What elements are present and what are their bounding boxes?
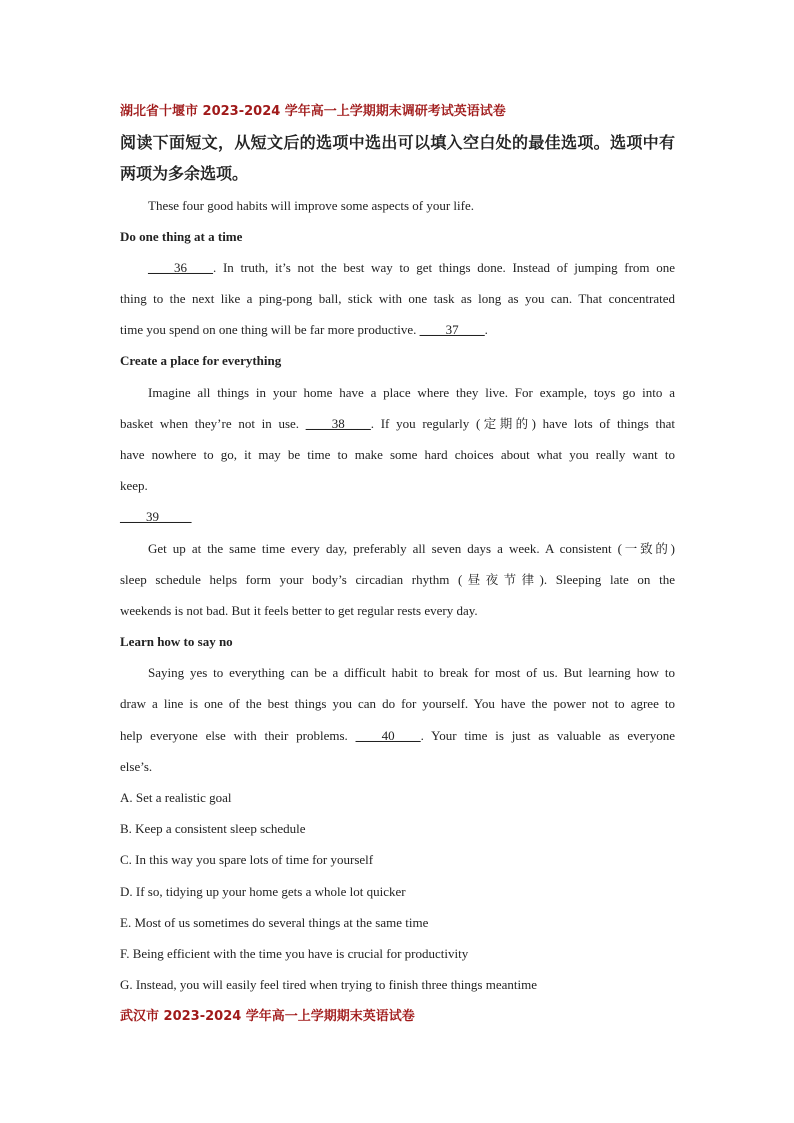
instruction-line-2: 两项为多余选项。 <box>120 164 249 183</box>
blank-39: ____39_____ <box>120 509 192 524</box>
option-c: C. In this way you spare lots of time for yourself <box>120 852 374 867</box>
option-e: E. Most of us sometimes do several things at the same time <box>120 915 429 930</box>
chinese-gloss: 定期的 <box>480 416 532 431</box>
paragraph-line: Imagine all things in your home have a place where they live. For example, toys go into a <box>148 385 675 400</box>
source-title: 湖北省十堰市 2023-2024 学年高一上学期期末调研考试英语试卷 <box>120 104 506 119</box>
paragraph-line: keep. <box>120 478 148 493</box>
paragraph-line: weekends is not bad. But it feels better to get regular rests every day. <box>120 603 478 618</box>
paragraph-line <box>120 727 675 745</box>
paragraph-line <box>120 321 675 339</box>
option-d: D. If so, tidying up your home gets a whole lot quicker <box>120 884 406 899</box>
paragraph-line: else’s. <box>120 759 153 774</box>
paragraph-line <box>148 540 675 558</box>
blank-36: ____36____ <box>148 260 213 275</box>
section-heading: Do one thing at a time <box>120 229 243 244</box>
paragraph-text: Get up at the same time every day, preferably all seven days a week. A consistent ( <box>148 541 623 556</box>
paragraph-line: have nowhere to go, it may be time to make some hard choices about what you really want to <box>120 447 675 462</box>
option-f: F. Being efficient with the time you have is crucial for productivity <box>120 946 469 961</box>
paragraph-text: ) <box>670 541 675 556</box>
intro-sentence: These four good habits will improve some aspects of your life. <box>148 198 475 213</box>
paragraph-line: draw a line is one of the best things you can do for yourself. You have the power not to agree to <box>120 696 675 711</box>
paragraph-text: ). Sleeping late on the <box>539 572 675 587</box>
paragraph-line <box>148 259 675 277</box>
blank-38: ____38____ <box>305 416 371 431</box>
paragraph-line: thing to the next like a ping-pong ball, stick with one task as long as you can. That concentrated <box>120 291 675 306</box>
paragraph-text: . Your time is just as valuable as everyone <box>420 728 675 743</box>
paragraph-text: time you spend on one thing will be far more productive. <box>120 322 420 337</box>
chinese-gloss: 一致的 <box>622 541 671 556</box>
paragraph-text: . In truth, it’s not the best way to get things done. Instead of jumping from one <box>213 260 675 275</box>
paragraph-text: basket when they’re not in use. <box>120 416 306 431</box>
blank-40: ____40____ <box>355 728 421 743</box>
option-g: G. Instead, you will easily feel tired when trying to finish three things meantime <box>120 977 537 992</box>
paragraph-line <box>120 415 675 433</box>
paragraph-text: . If you regularly ( <box>370 416 481 431</box>
option-a: A. Set a realistic goal <box>120 790 232 805</box>
paragraph-line <box>120 571 675 589</box>
paragraph-line: Saying yes to everything can be a difficult habit to break for most of us. But learning how to <box>148 665 675 680</box>
paragraph-text: . <box>484 322 488 337</box>
section-heading: Learn how to say no <box>120 634 233 649</box>
blank-37: ____37____ <box>419 322 485 337</box>
option-b: B. Keep a consistent sleep schedule <box>120 821 306 836</box>
section-heading: Create a place for everything <box>120 353 282 368</box>
instruction-line-1: 阅读下面短文，从短文后的选项中选出可以填入空白处的最佳选项。选项中有 <box>120 133 675 152</box>
paragraph-text: help everyone else with their problems. <box>120 728 356 743</box>
paragraph-text: ) have lots of things that <box>531 416 675 431</box>
chinese-gloss: 昼夜节律 <box>462 572 540 587</box>
source-title: 武汉市 2023-2024 学年高一上学期期末英语试卷 <box>120 1009 415 1024</box>
paragraph-text: sleep schedule helps form your body’s circadian rhythm ( <box>120 572 463 587</box>
